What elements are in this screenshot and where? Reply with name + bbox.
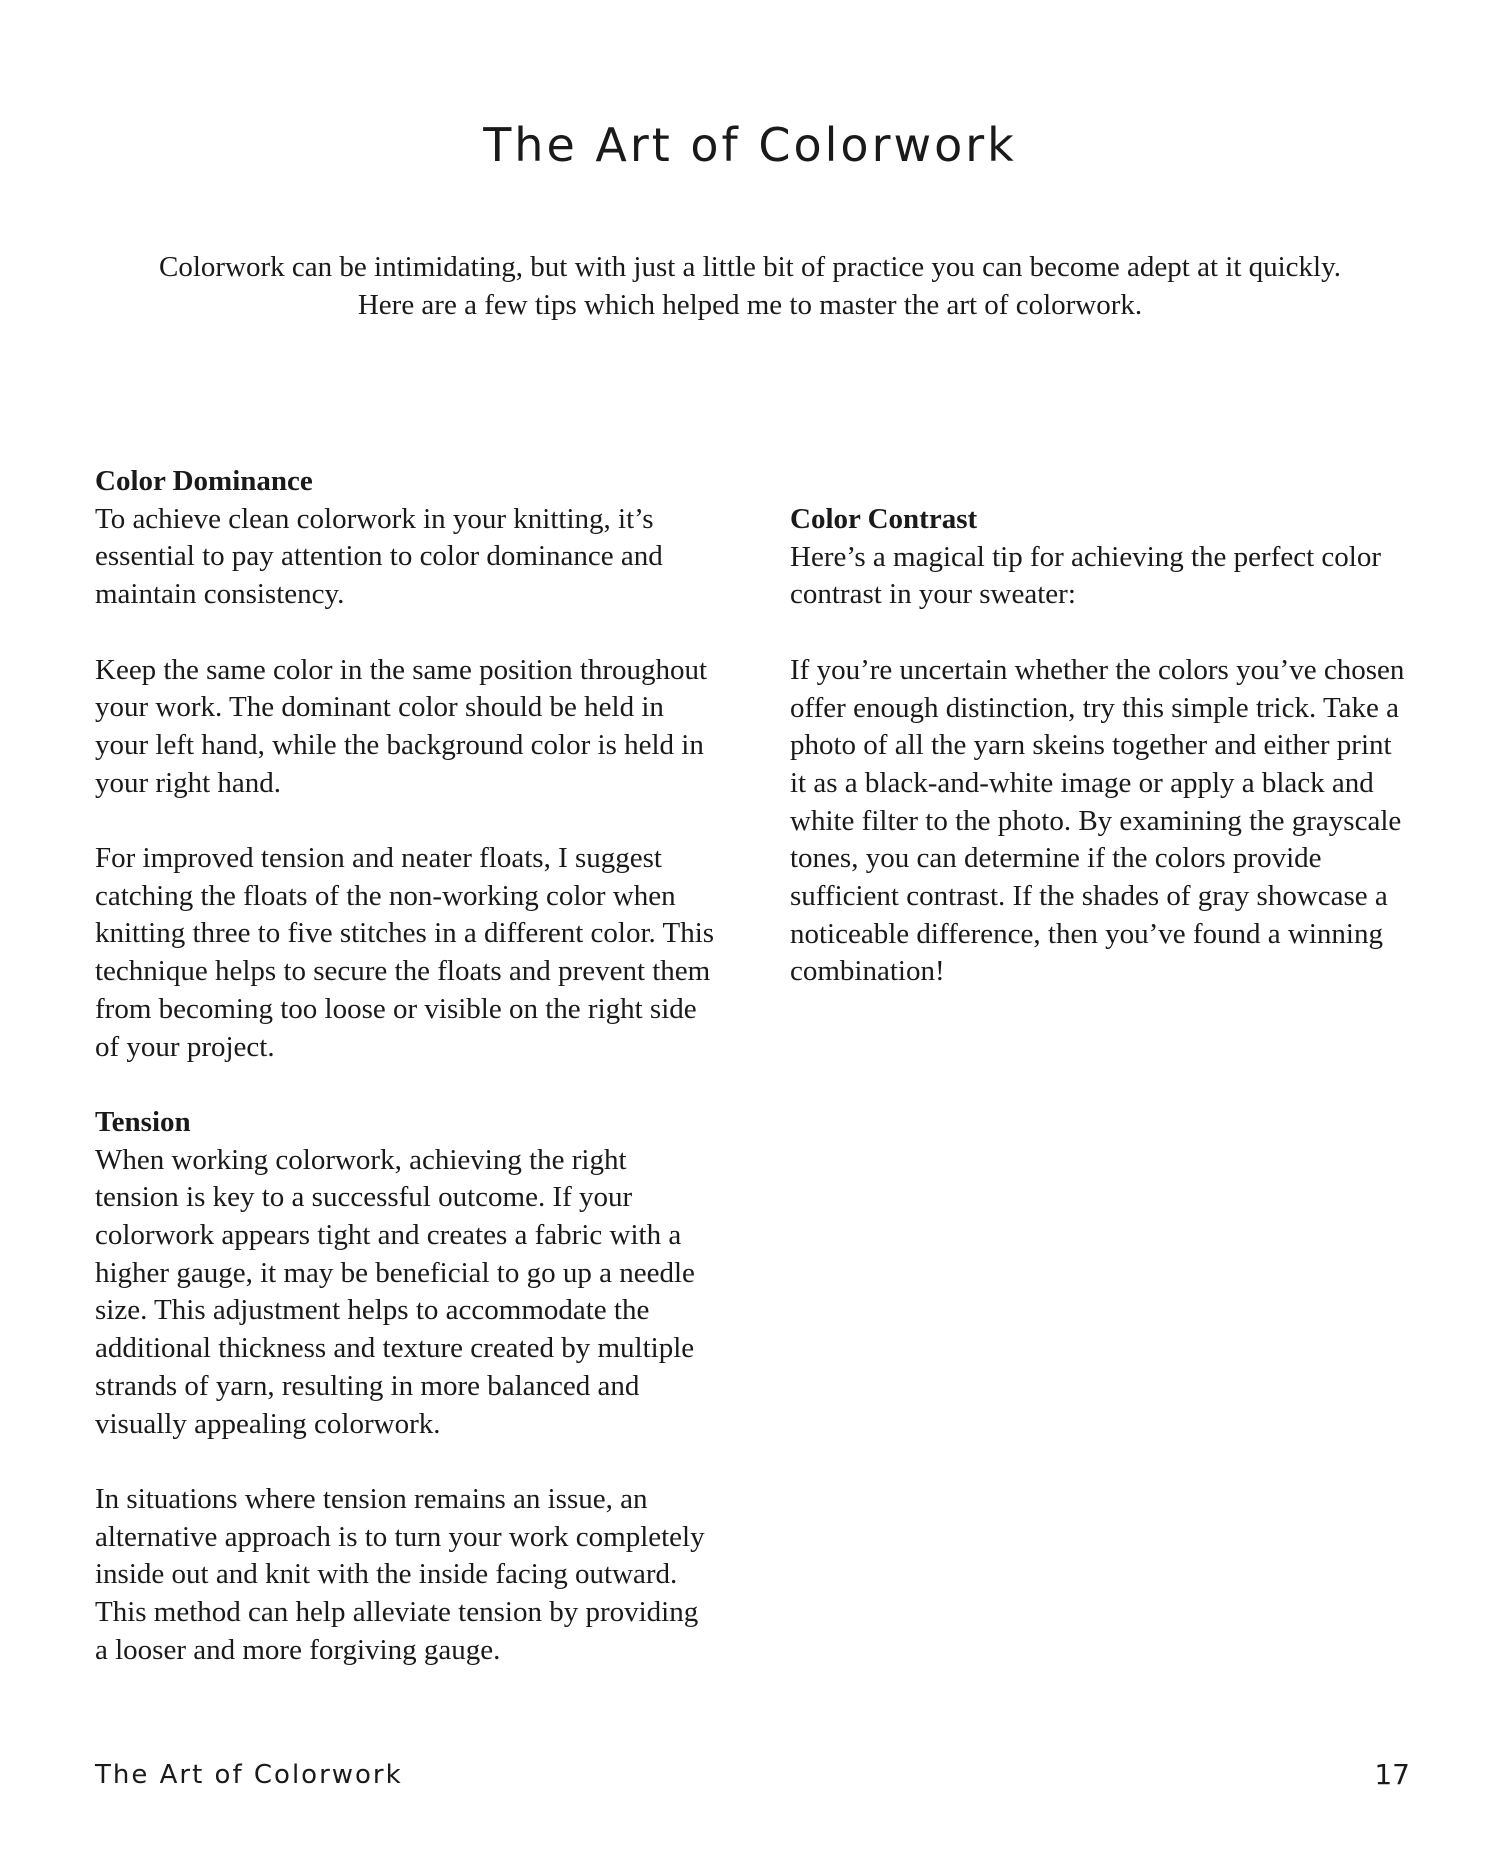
page-number: 17 xyxy=(1374,1758,1410,1791)
footer-running-title: The Art of Colorwork xyxy=(95,1760,403,1790)
page-title: The Art of Colorwork xyxy=(483,118,1017,172)
left-column xyxy=(95,463,715,1669)
right-column xyxy=(790,501,1410,991)
section-heading-color-contrast: Color Contrast xyxy=(790,503,978,535)
tension-paragraph-2: In situations where tension remains an issue, an alternative approach is to turn your work completely inside out and knit with the inside facing outward. This method can help alleviate tension by providing a looser and more forgiving gauge. xyxy=(95,1482,705,1666)
color-dominance-paragraph-2: Keep the same color in the same position throughout your work. The dominant color should be held in your left hand, while the background color is held in your right hand. xyxy=(95,653,708,799)
tension-paragraph-1: When working colorwork, achieving the right tension is key to a successful outcome. If your colorwork appears tight and creates a fabric with a higher gauge, it may be beneficial to go up a needle size. This adjustment helps to accommodate the additional thickness and texture created by multiple strands of yarn, resulting in more balanced and visually appealing colorwork. xyxy=(95,1143,695,1440)
color-contrast-paragraph-1: Here’s a magical tip for achieving the perfect color contrast in your sweater: xyxy=(790,540,1382,611)
section-heading-tension: Tension xyxy=(95,1105,191,1138)
color-contrast-paragraph-2: If you’re uncertain whether the colors you’ve chosen offer enough distinction, try this simple trick. Take a photo of all the yarn skeins together and either print it as a black-and-white image or apply a black and white filter to the photo. By examining the grayscale tones, you can determine if the colors provide sufficient contrast. If the shades of gray showcase a noticeable difference, then you’ve found a winning combination! xyxy=(790,653,1405,988)
section-heading-color-dominance: Color Dominance xyxy=(95,465,313,497)
color-dominance-paragraph-1: To achieve clean colorwork in your knitting, it’s essential to pay attention to color dominance and maintain consistency. xyxy=(95,502,663,611)
intro-paragraph: Colorwork can be intimidating, but with just a little bit of practice you can become adept at it quickly. Here are a few tips which helped me to master the art of colorwork. xyxy=(159,251,1341,321)
color-dominance-paragraph-3: For improved tension and neater floats, I suggest catching the floats of the non-working color when knitting three to five stitches in a different color. This technique helps to secure the floats and prevent them from becoming too loose or visible on the right side of your project. xyxy=(95,842,715,1063)
